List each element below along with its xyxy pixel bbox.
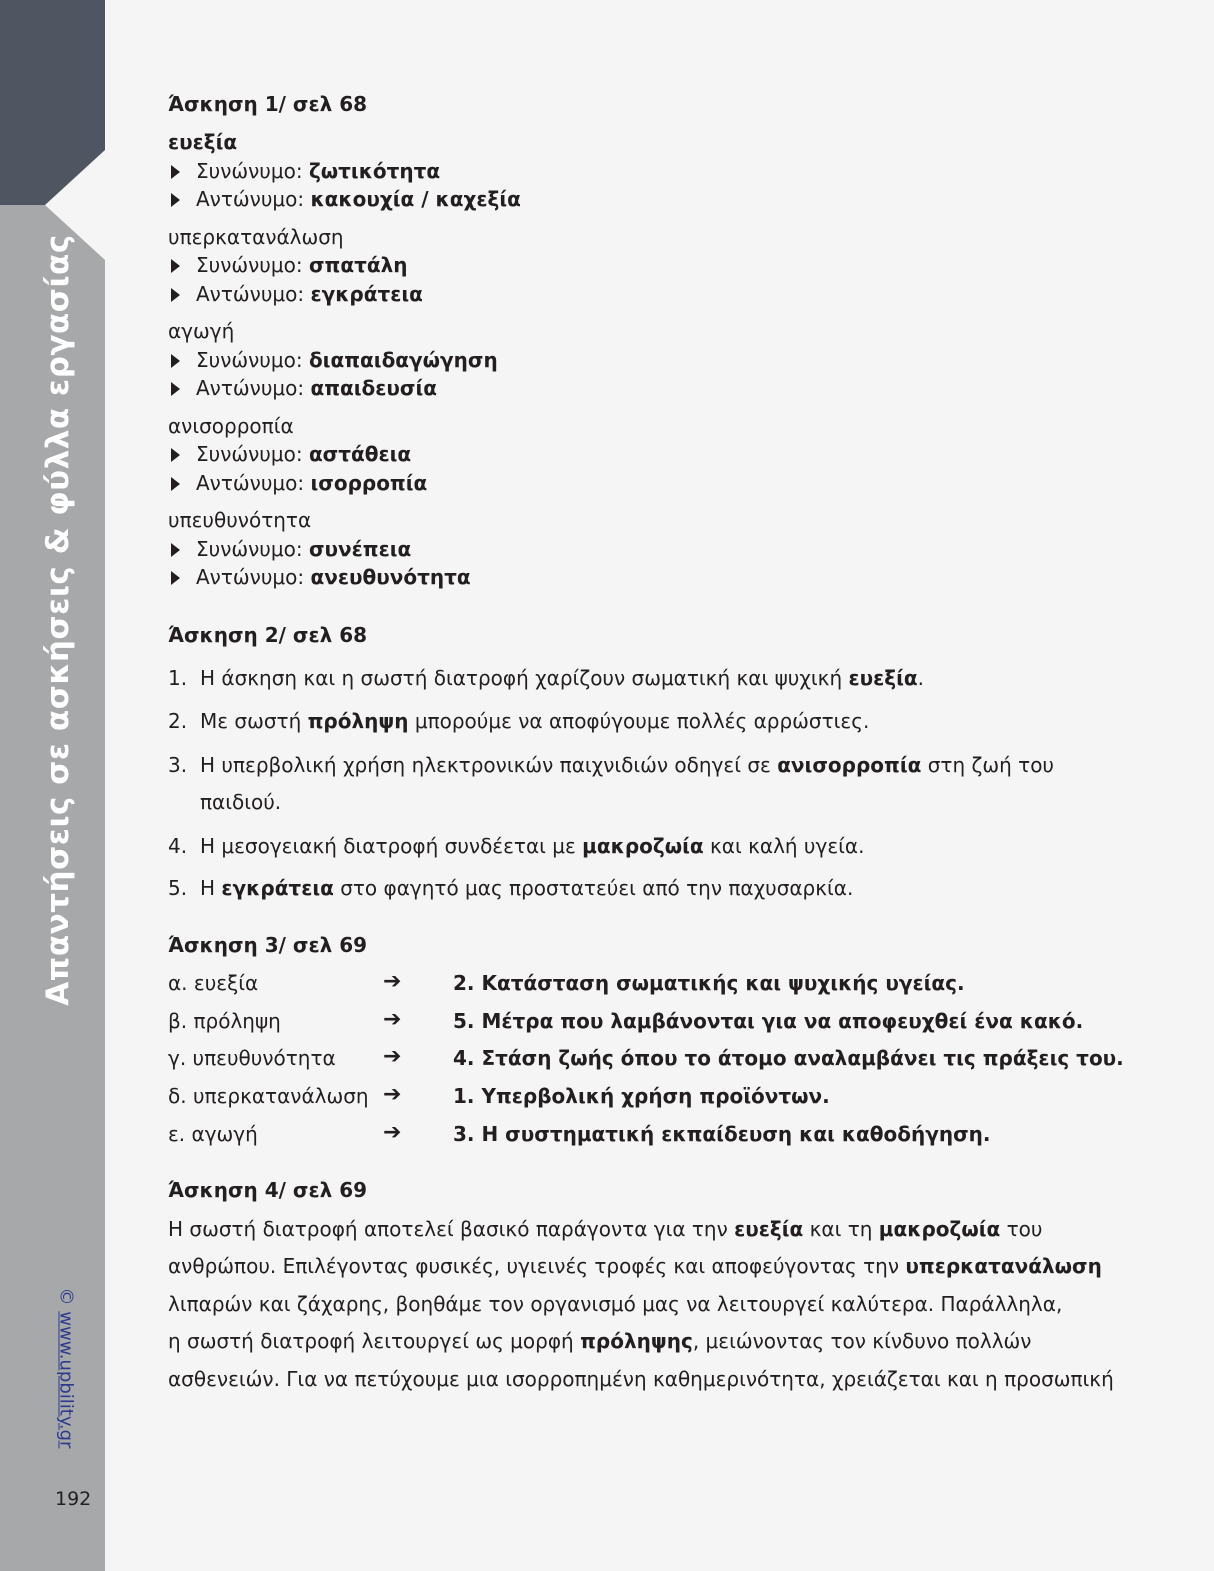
arrow-right-icon: ➔ xyxy=(383,1082,402,1107)
ex4-paragraph-line: λιπαρών και ζάχαρης, βοηθάμε τον οργανισμό μας να λειτουργεί καλύτερα. Παράλληλα, xyxy=(168,1292,1063,1316)
ex2-item xyxy=(168,753,1054,777)
item-answer: ευεξία xyxy=(848,666,918,690)
antonym-label: Αντώνυμο: xyxy=(196,187,311,211)
bullet-icon xyxy=(171,382,180,396)
website-link[interactable]: www.upbility.gr xyxy=(55,1311,77,1449)
bullet-icon xyxy=(171,165,180,179)
synonym-value: ζωτικότητα xyxy=(308,159,441,183)
synonym-value: συνέπεια xyxy=(308,537,412,561)
match-left: β. πρόληψη xyxy=(168,1009,281,1033)
match-right: 5. Μέτρα που λαμβάνονται για να αποφευχθεί ένα κακό. xyxy=(453,1009,1084,1033)
ex1-antonym-row xyxy=(168,376,437,400)
ex1-antonym-row xyxy=(168,471,427,495)
match-left: γ. υπευθυνότητα xyxy=(168,1046,336,1070)
ex1-synonym-row xyxy=(168,348,498,372)
synonym-label: Συνώνυμο: xyxy=(196,537,309,561)
antonym-label: Αντώνυμο: xyxy=(196,282,311,306)
synonym-label: Συνώνυμο: xyxy=(196,159,309,183)
copyright-symbol: © xyxy=(55,1287,77,1306)
arrow-right-icon: ➔ xyxy=(383,1120,402,1145)
ex2-heading: Άσκηση 2/ σελ 68 xyxy=(168,623,368,647)
antonym-label: Αντώνυμο: xyxy=(196,471,311,495)
ex2-item xyxy=(168,709,869,733)
answer: υπερκατανάλωση xyxy=(905,1254,1102,1278)
bullet-icon xyxy=(171,259,180,273)
synonym-value: διαπαιδαγώγηση xyxy=(308,348,498,372)
ex1-synonym-row xyxy=(168,537,411,561)
synonym-label: Συνώνυμο: xyxy=(196,253,309,277)
match-right: 1. Υπερβολική χρήση προϊόντων. xyxy=(453,1084,830,1108)
ex2-item xyxy=(168,876,853,900)
ex1-word: ευεξία xyxy=(168,130,238,154)
item-text-end: στο φαγητό μας προστατεύει από την παχυσαρκία. xyxy=(333,876,854,900)
ex1-antonym-row xyxy=(168,282,423,306)
antonym-value: ισορροπία xyxy=(310,471,428,495)
bullet-icon xyxy=(171,477,180,491)
text: του xyxy=(1000,1217,1043,1241)
antonym-label: Αντώνυμο: xyxy=(196,376,311,400)
ex4-paragraph-line xyxy=(168,1217,1042,1241)
synonym-label: Συνώνυμο: xyxy=(196,442,309,466)
match-right: 3. Η συστηματική εκπαίδευση και καθοδήγηση. xyxy=(453,1122,991,1146)
sidebar xyxy=(0,0,105,1571)
match-right: 2. Κατάσταση σωματικής και ψυχικής υγείας. xyxy=(453,971,965,995)
bullet-icon xyxy=(171,193,180,207)
match-left: ε. αγωγή xyxy=(168,1122,258,1146)
sidebar-title: Απαντήσεις σε ασκήσεις & φύλλα εργασίας xyxy=(40,234,76,1006)
text: και τη xyxy=(803,1217,879,1241)
item-number: 2. xyxy=(168,709,188,733)
bullet-icon xyxy=(171,288,180,302)
text: Η σωστή διατροφή αποτελεί βασικό παράγοντα για την xyxy=(168,1217,735,1241)
ex2-item xyxy=(168,666,924,690)
ex1-word: υπευθυνότητα xyxy=(168,508,312,532)
antonym-value: απαιδευσία xyxy=(310,376,438,400)
arrow-right-icon: ➔ xyxy=(383,1007,402,1032)
ex4-paragraph-line xyxy=(168,1254,1102,1278)
bullet-icon xyxy=(171,571,180,585)
ex2-item xyxy=(168,834,864,858)
text: , μειώνοντας τον κίνδυνο πολλών xyxy=(692,1329,1032,1353)
bullet-icon xyxy=(171,448,180,462)
ex1-antonym-row xyxy=(168,187,521,211)
item-answer: μακροζωία xyxy=(582,834,704,858)
arrow-right-icon: ➔ xyxy=(383,969,402,994)
ex1-antonym-row xyxy=(168,565,471,589)
item-text: Με σωστή xyxy=(200,709,308,733)
item-text: Η μεσογειακή διατροφή συνδέεται με xyxy=(200,834,583,858)
item-text-end: μπορούμε να αποφύγουμε πολλές αρρώστιες. xyxy=(408,709,870,733)
ex2-item-continuation: παιδιού. xyxy=(200,790,282,814)
ex3-heading: Άσκηση 3/ σελ 69 xyxy=(168,933,368,957)
text: η σωστή διατροφή λειτουργεί ως μορφή xyxy=(168,1329,581,1353)
ex1-word: υπερκατανάλωση xyxy=(168,225,344,249)
item-text-end: στη ζωή του xyxy=(921,753,1055,777)
synonym-value: σπατάλη xyxy=(308,253,408,277)
match-left: δ. υπερκατανάλωση xyxy=(168,1084,369,1108)
item-answer: ανισορροπία xyxy=(777,753,922,777)
bullet-icon xyxy=(171,354,180,368)
bullet-icon xyxy=(171,543,180,557)
answer: πρόληψης xyxy=(580,1329,693,1353)
antonym-label: Αντώνυμο: xyxy=(196,565,311,589)
page-number: 192 xyxy=(55,1488,92,1510)
item-text: Η υπερβολική χρήση ηλεκτρονικών παιχνιδιών οδηγεί σε xyxy=(200,753,778,777)
answer: ευεξία xyxy=(734,1217,804,1241)
sidebar-url[interactable] xyxy=(56,1288,77,1449)
synonym-label: Συνώνυμο: xyxy=(196,348,309,372)
item-number: 1. xyxy=(168,666,188,690)
antonym-value: εγκράτεια xyxy=(310,282,423,306)
synonym-value: αστάθεια xyxy=(308,442,412,466)
antonym-value: κακουχία / καχεξία xyxy=(310,187,521,211)
item-text: Η xyxy=(200,876,222,900)
item-number: 4. xyxy=(168,834,188,858)
ex1-word: αγωγή xyxy=(168,319,235,343)
arrow-right-icon: ➔ xyxy=(383,1044,402,1069)
item-number: 5. xyxy=(168,876,188,900)
match-left: α. ευεξία xyxy=(168,971,259,995)
ex4-paragraph-line: ασθενειών. Για να πετύχουμε μια ισορροπημένη καθημερινότητα, χρειάζεται και η προσωπική xyxy=(168,1367,1114,1391)
match-right: 4. Στάση ζωής όπου το άτομο αναλαμβάνει τις πράξεις του. xyxy=(453,1046,1124,1070)
antonym-value: ανευθυνότητα xyxy=(310,565,471,589)
item-answer: πρόληψη xyxy=(307,709,409,733)
ex1-synonym-row xyxy=(168,253,407,277)
item-text: Η άσκηση και η σωστή διατροφή χαρίζουν σωματική και ψυχική xyxy=(200,666,849,690)
item-answer: εγκράτεια xyxy=(221,876,334,900)
ex4-heading: Άσκηση 4/ σελ 69 xyxy=(168,1178,368,1202)
item-number: 3. xyxy=(168,753,188,777)
item-text-end: . xyxy=(917,666,924,690)
ex1-synonym-row xyxy=(168,442,411,466)
answer: μακροζωία xyxy=(878,1217,1001,1241)
item-text-end: και καλή υγεία. xyxy=(703,834,865,858)
ex1-heading: Άσκηση 1/ σελ 68 xyxy=(168,92,368,116)
ex1-synonym-row xyxy=(168,159,440,183)
ex4-paragraph-line xyxy=(168,1329,1031,1353)
text: ανθρώπου. Επιλέγοντας φυσικές, υγιεινές τροφές και αποφεύγοντας την xyxy=(168,1254,906,1278)
ex1-word: ανισορροπία xyxy=(168,414,294,438)
